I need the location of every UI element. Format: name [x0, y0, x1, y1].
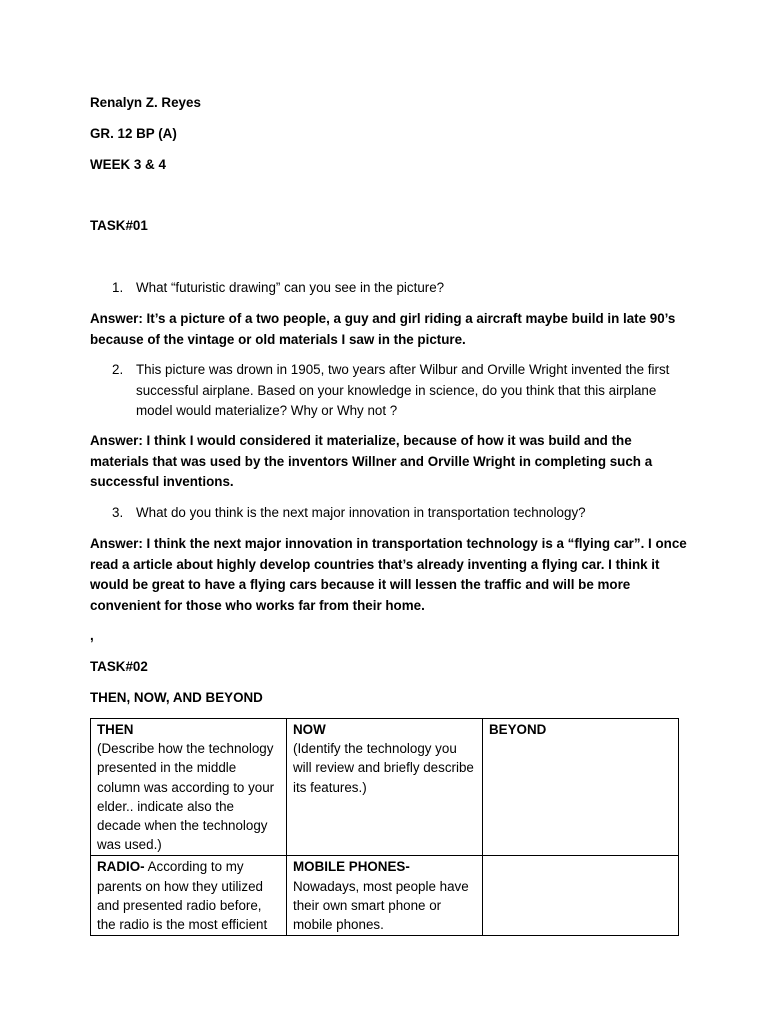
task2-title: TASK#02 [90, 659, 148, 674]
header-now-label: NOW [293, 722, 326, 737]
question-1-text: What “futuristic drawing” can you see in the picture? [136, 280, 445, 295]
answer-2: Answer: I think I would considered it materialize, because of how it was build and the materials that was used by the inventors Willner and Orville Wright in completing such a successful inventions. [90, 433, 653, 489]
question-1-number: 1. [112, 280, 124, 295]
cell-now [287, 856, 483, 936]
header-cell-beyond [483, 719, 679, 856]
question-3 [112, 503, 672, 524]
cell-beyond [483, 856, 679, 936]
cell-then [91, 856, 287, 936]
cell-then-text: According to my parents on how they utilized and presented radio before, the radio is the most efficient [97, 859, 268, 933]
question-1 [112, 278, 672, 299]
task2-subtitle: THEN, NOW, AND BEYOND [90, 690, 263, 705]
student-name: Renalyn Z. Reyes [90, 95, 201, 110]
question-2-number: 2. [112, 362, 124, 377]
table-header-row [91, 719, 679, 856]
task1-title: TASK#01 [90, 218, 148, 233]
cell-now-lead: MOBILE PHONES- [293, 859, 410, 875]
answer-3: Answer: I think the next major innovation in transportation technology is a “flying car”. I once read a article about highly develop countries that’s already inventing a flying car. I think it would be great to have a flying cars because it will lessen the traffic and will be more convenient for those who works far from their home. [90, 536, 687, 613]
grade-section: GR. 12 BP (A) [90, 126, 177, 141]
header-beyond-label: BEYOND [489, 722, 547, 737]
answer-1: Answer: It’s a picture of a two people, a guy and girl riding a aircraft maybe build in late 90’s because of the vintage or old materials I saw in the picture. [90, 311, 676, 347]
table-row [91, 856, 679, 936]
header-now-description: (Identify the technology you will review and briefly describe its features.) [293, 741, 474, 795]
then-now-beyond-table [90, 718, 679, 936]
stray-mark: , [90, 628, 94, 643]
question-2 [112, 360, 672, 422]
week-label: WEEK 3 & 4 [90, 157, 166, 172]
question-3-number: 3. [112, 505, 124, 520]
header-then-label: THEN [97, 722, 134, 737]
question-2-text: This picture was drown in 1905, two years after Wilbur and Orville Wright invented the first successful airplane. Based on your knowledge in science, do you think that this airplane model would materialize? Why or Why not ? [136, 362, 670, 418]
header-cell-then [91, 719, 287, 856]
question-3-text: What do you think is the next major innovation in transportation technology? [136, 505, 586, 520]
header-then-description: (Describe how the technology presented in the middle column was according to your elder.. indicate also the decade when the technology was used.) [97, 741, 275, 853]
cell-now-text: Nowadays, most people have their own smart phone or mobile phones. [293, 878, 469, 933]
header-cell-now [287, 719, 483, 856]
cell-then-lead: RADIO- [97, 859, 145, 875]
